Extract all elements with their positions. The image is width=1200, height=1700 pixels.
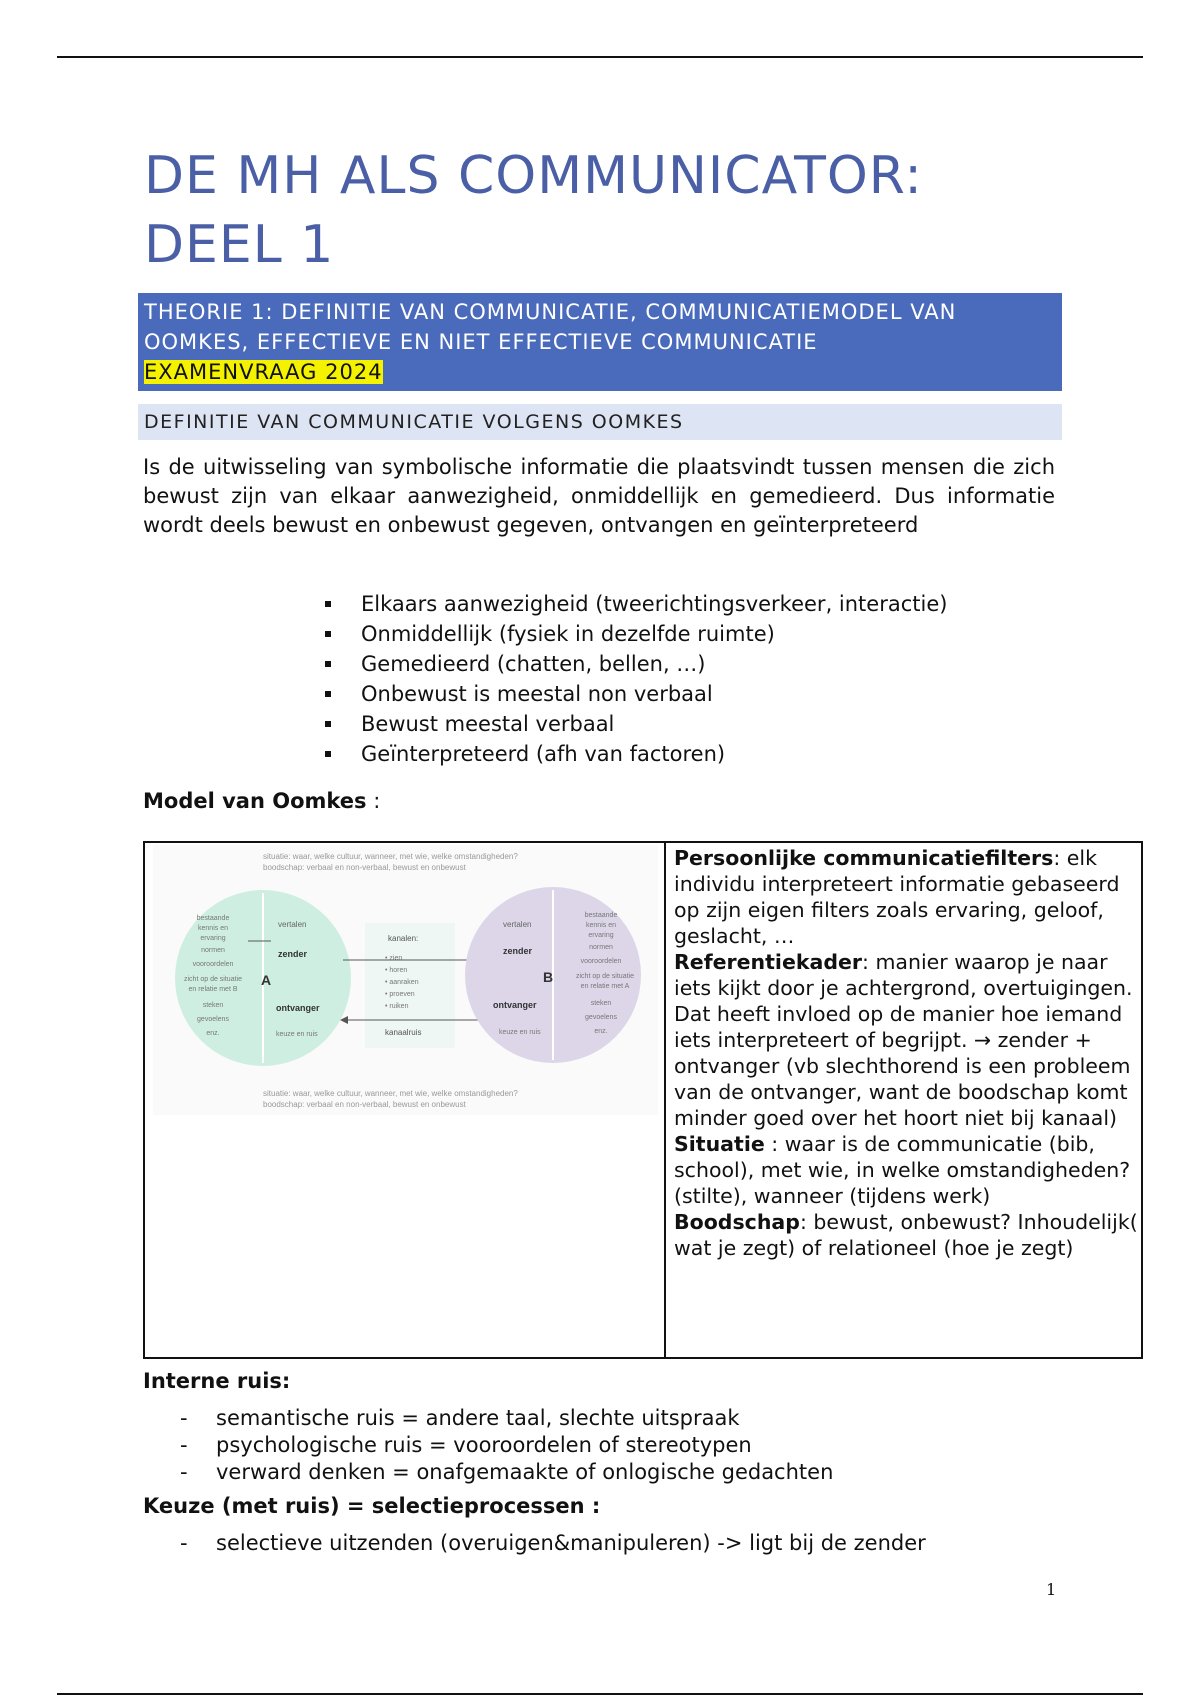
oomkes-model-diagram (153, 845, 658, 1115)
selection-heading: Keuze (met ruis) = selectieprocessen : (143, 1494, 601, 1518)
dash-bullet-icon: - (180, 1433, 188, 1457)
definition-paragraph: Is de uitwisseling van symbolische informatie die plaatsvindt tussen mensen die zich bewust zijn van elkaar aanwezigheid, onmiddellijk en gemedieerd. Dus informatie wordt deels bewust en onbewust gegeven, ontvangen en geïnterpreteerd (143, 455, 1055, 537)
page-title-line-1: DE MH ALS COMMUNICATOR: (144, 146, 923, 206)
right-filter-4: vooroordelen (580, 958, 622, 965)
left-filter-6: en relatie met B (188, 986, 238, 993)
left-filter-1: kennis en (198, 925, 228, 932)
list-item: - selectieve uitzenden (overuigen&manipuleren) -> ligt bij de zender (180, 1531, 926, 1555)
right-filter-5: zicht op de situatie (576, 973, 634, 980)
channels-label: kanalen: (388, 934, 419, 943)
list-item: Onmiddellijk (fysiek in dezelfde ruimte) (320, 619, 947, 649)
list-item: - verward denken = onafgemaakte of onlogische gedachten (180, 1460, 834, 1484)
list-item: Gemedieerd (chatten, bellen, …) (320, 649, 947, 679)
definition-bullet-list (320, 589, 947, 769)
filters-cell (674, 845, 1140, 1261)
left-ontvanger-label: ontvanger (276, 1003, 320, 1013)
selection-list (180, 1530, 926, 1557)
list-item: Geïnterpreteerd (afh van factoren) (320, 739, 947, 769)
bullet-square-icon (325, 751, 331, 757)
page-title-line-2: DEEL 1 (144, 215, 335, 275)
right-filter-2: ervaring (588, 932, 614, 939)
filter-item: Referentiekader: manier waarop je naar iets kijkt door je achtergrond, overtuigingen. Dat heeft invloed op de manier hoe iemand iets interpreteert of begrijpt. → zender + ontvanger (vb slechthorend is een probleem van de ontvanger, want de boodschap komt minder goed over het hoort niet bij kanaal) (674, 950, 1133, 1130)
channel-item-0: • zien (385, 955, 403, 962)
bullet-square-icon (325, 721, 331, 727)
theory-heading-line-2: OOMKES, EFFECTIEVE EN NIET EFFECTIEVE COMMUNICATIE (144, 330, 818, 354)
left-keuze-ruis-label: keuze en ruis (276, 1031, 318, 1038)
channel-item-2: • aanraken (385, 979, 419, 986)
right-filter-1: kennis en (586, 922, 616, 929)
right-filter-8: gevoelens (585, 1014, 617, 1021)
filter-item: Situatie : waar is de communicatie (bib, school), met wie, in welke omstandigheden? (stilte), wanneer (tijdens werk) (674, 1132, 1131, 1208)
right-zender-label: zender (503, 946, 533, 956)
left-filter-0: bestaande (196, 915, 230, 922)
filter-item: Persoonlijke communicatiefilters: elk individu interpreteert informatie gebaseerd op zijn eigen filters zoals ervaring, geloof, geslacht, … (674, 846, 1120, 948)
right-filter-9: enz. (594, 1028, 608, 1035)
left-filter-8: gevoelens (197, 1016, 229, 1023)
left-filter-5: zicht op de situatie (184, 976, 242, 983)
left-filter-4: vooroordelen (192, 961, 234, 968)
filter-item: Boodschap: bewust, onbewust? Inhoudelijk( wat je zegt) of relationeel (hoe je zegt) (674, 1210, 1138, 1260)
dash-bullet-icon: - (180, 1460, 188, 1484)
left-filter-9: enz. (206, 1030, 220, 1037)
right-vertalen-label: vertalen (503, 920, 532, 929)
model-label: Model van Oomkes : (143, 789, 381, 813)
left-filter-7: steken (202, 1002, 224, 1009)
bottom-rule (57, 1693, 1143, 1695)
dash-bullet-icon: - (180, 1406, 188, 1430)
internal-noise-list (180, 1405, 833, 1486)
channel-noise-label: kanaalruis (385, 1028, 422, 1037)
channel-item-4: • ruiken (385, 1003, 409, 1010)
right-filter-0: bestaande (584, 912, 618, 919)
page-number: 1 (1046, 1580, 1057, 1599)
list-item: Onbewust is meestal non verbaal (320, 679, 947, 709)
diagram-situatie-top: situatie: waar, welke cultuur, wanneer, met wie, welke omstandigheden? (263, 852, 518, 861)
list-item: Bewust meestal verbaal (320, 709, 947, 739)
sender-letter-a: A (261, 972, 272, 988)
definition-heading: DEFINITIE VAN COMMUNICATIE VOLGENS OOMKES (138, 404, 1062, 440)
right-ontvanger-label: ontvanger (493, 1000, 537, 1010)
bullet-square-icon (325, 631, 331, 637)
bullet-square-icon (325, 661, 331, 667)
channel-item-3: • proeven (385, 991, 415, 998)
table-column-divider (664, 843, 666, 1357)
bullet-square-icon (325, 691, 331, 697)
right-keuze-ruis-label: keuze en ruis (499, 1029, 541, 1036)
channel-item-1: • horen (385, 967, 408, 974)
list-item: - psychologische ruis = vooroordelen of stereotypen (180, 1433, 752, 1457)
right-filter-6: en relatie met A (580, 983, 630, 990)
right-filter-3: normen (589, 944, 613, 951)
theory-heading-line-1: THEORIE 1: DEFINITIE VAN COMMUNICATIE, COMMUNICATIEMODEL VAN (144, 300, 957, 324)
model-table (143, 841, 1143, 1359)
left-vertalen-label: vertalen (278, 920, 307, 929)
list-item: Elkaars aanwezigheid (tweerichtingsverkeer, interactie) (320, 589, 947, 619)
list-item: - semantische ruis = andere taal, slechte uitspraak (180, 1406, 740, 1430)
page-title (144, 142, 923, 280)
left-filter-2: ervaring (200, 935, 226, 942)
top-rule (57, 56, 1143, 58)
bullet-square-icon (325, 601, 331, 607)
internal-noise-heading: Interne ruis: (143, 1369, 291, 1393)
exam-question-badge: EXAMENVRAAG 2024 (144, 360, 383, 384)
dash-bullet-icon: - (180, 1531, 188, 1555)
left-filter-3: normen (201, 947, 225, 954)
right-filter-7: steken (590, 1000, 612, 1007)
left-zender-label: zender (278, 949, 308, 959)
diagram-boodschap-top: boodschap: verbaal en non-verbaal, bewust en onbewust (263, 863, 466, 872)
receiver-letter-b: B (543, 969, 554, 985)
theory-heading (138, 293, 1062, 391)
diagram-situatie-bottom: situatie: waar, welke cultuur, wanneer, met wie, welke omstandigheden? (263, 1089, 518, 1098)
diagram-boodschap-bottom: boodschap: verbaal en non-verbaal, bewust en onbewust (263, 1100, 466, 1109)
